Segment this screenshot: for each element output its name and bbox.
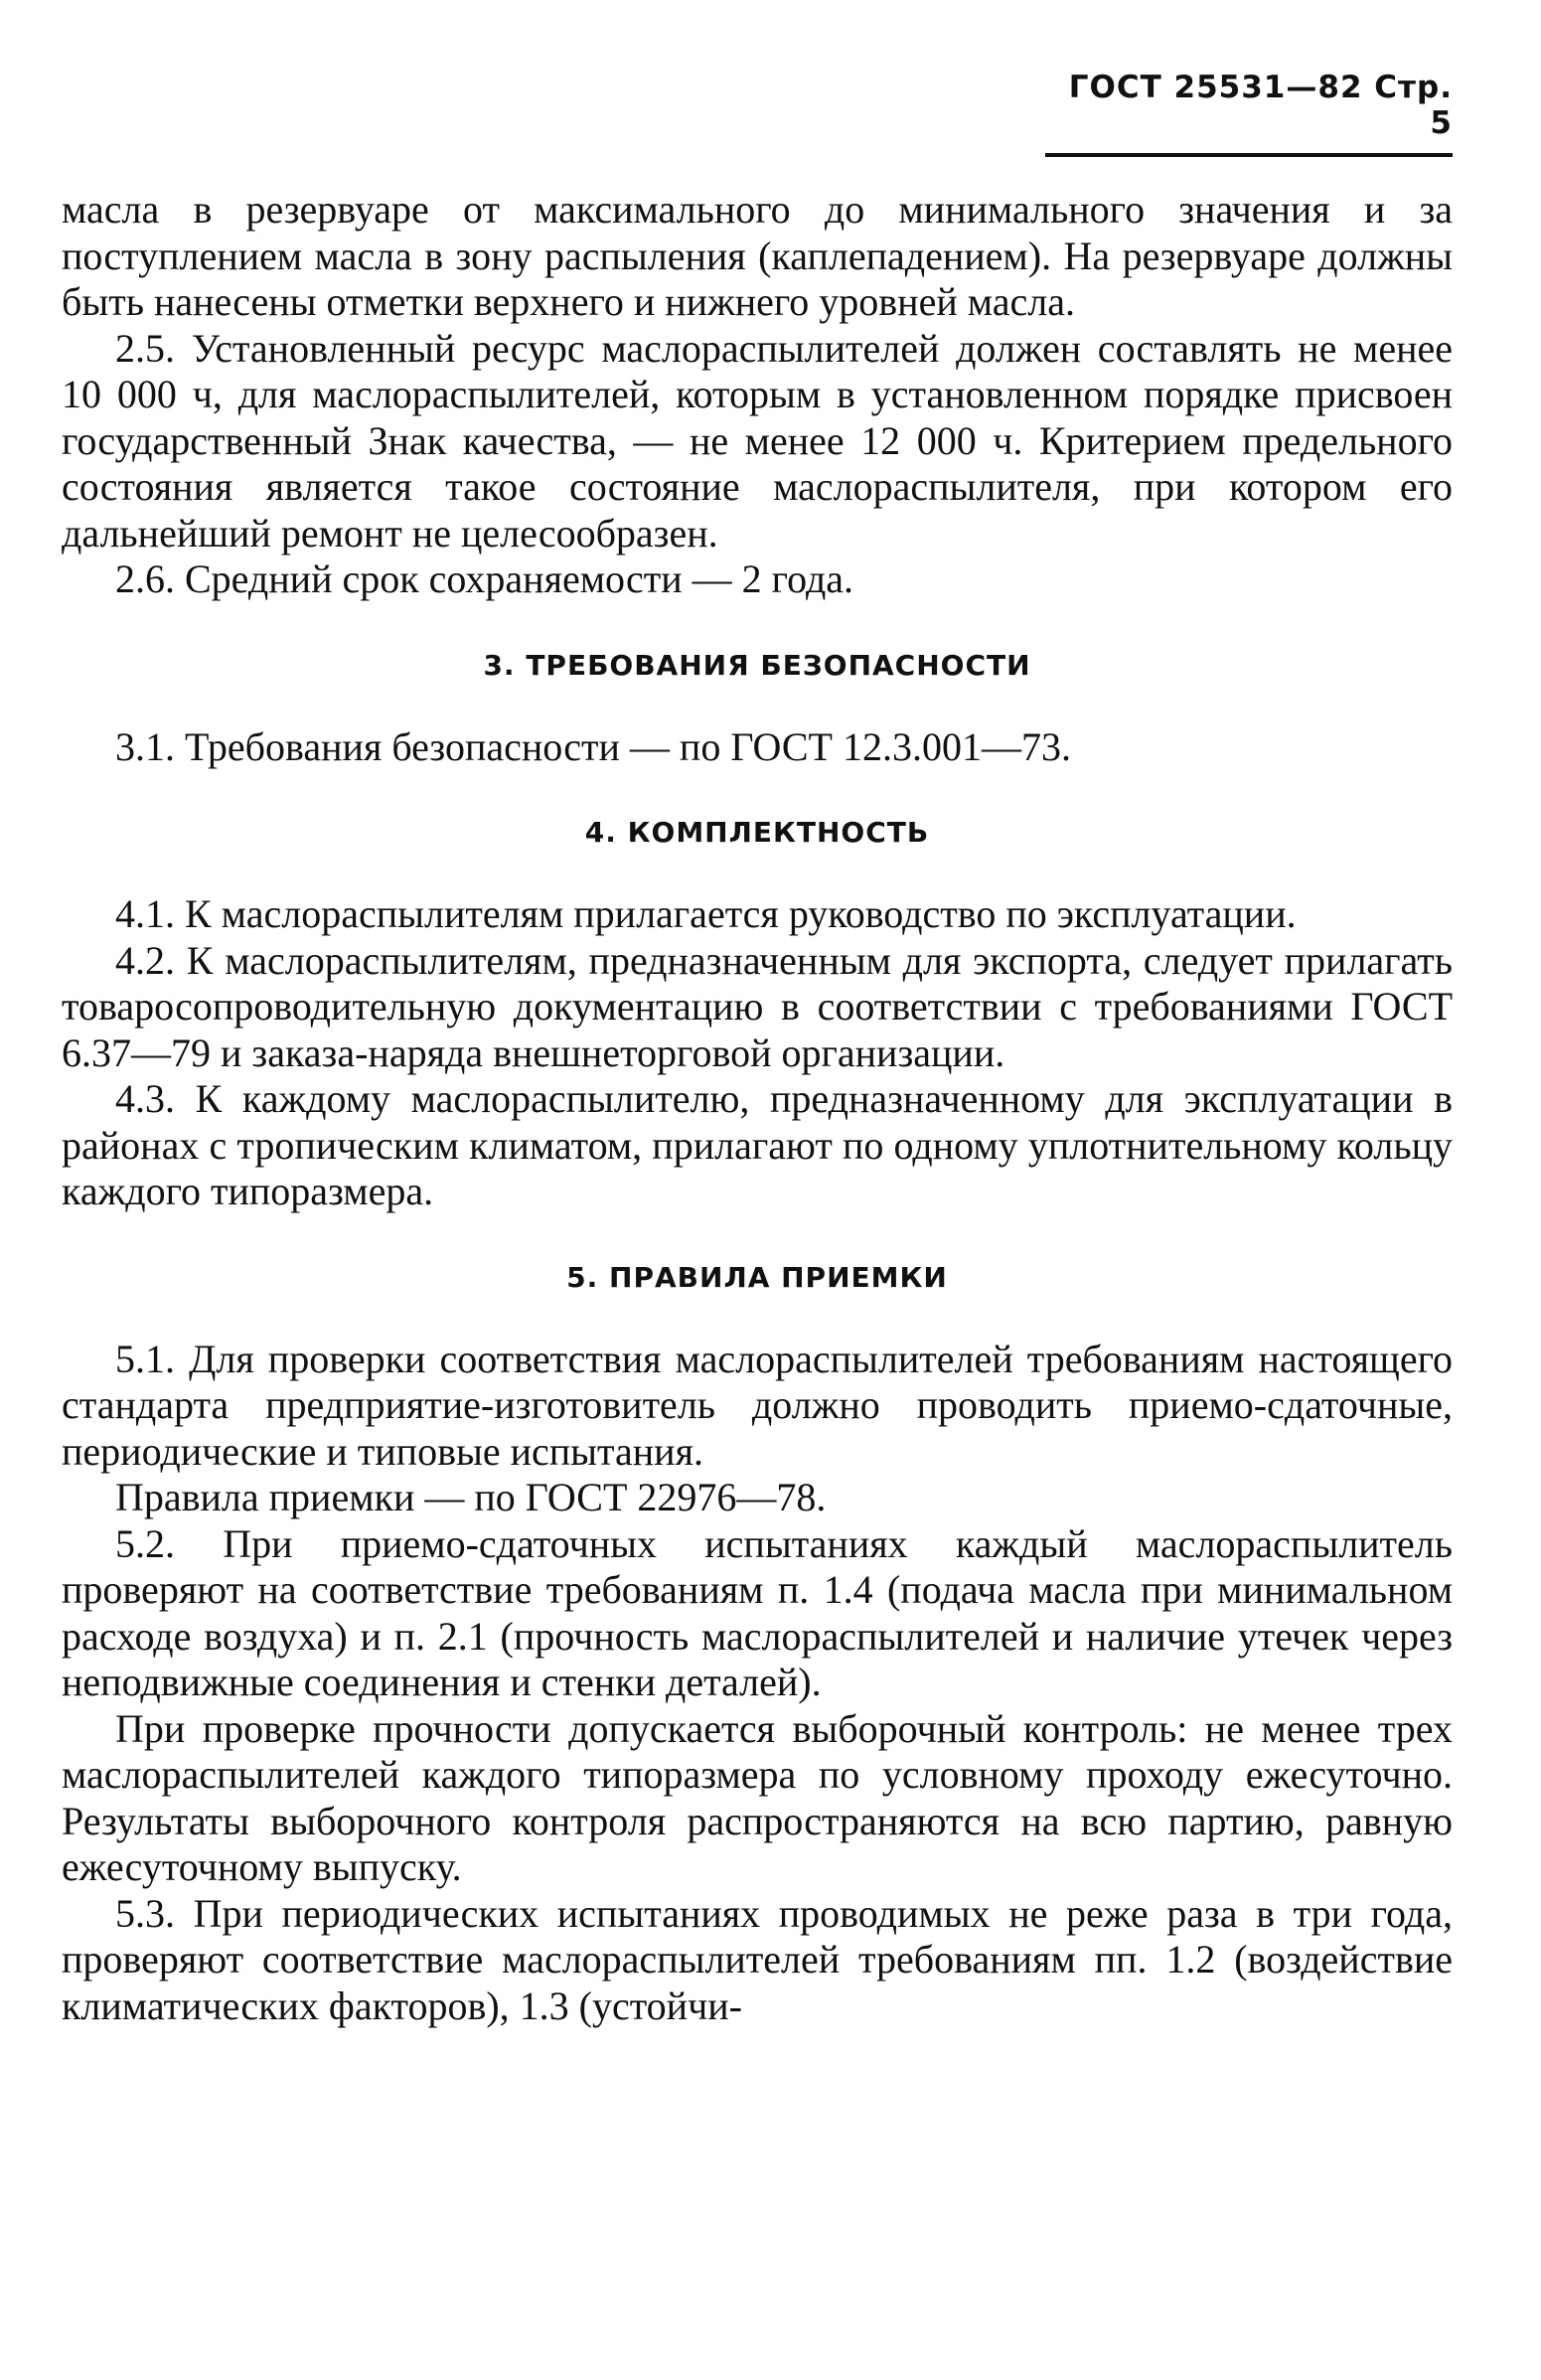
paragraph-5-1: 5.1. Для проверки соответствия маслораспылителей требованиям настоящего стандарта предприятие-изготовитель должно проводить приемо-сдаточные, периодические и типовые испытания. xyxy=(62,1336,1453,1474)
page-body xyxy=(62,187,1453,2029)
section-4-title: 4. КОМПЛЕКТНОСТЬ xyxy=(584,816,930,849)
paragraph-2-6: 2.6. Средний срок сохраняемости — 2 года. xyxy=(115,556,854,601)
section-5-title: 5. ПРАВИЛА ПРИЕМКИ xyxy=(566,1260,948,1294)
paragraph-4-1: 4.1. К маслораспылителям прилагается руководство по эксплуатации. xyxy=(115,891,1297,936)
section-3-title: 3. ТРЕБОВАНИЯ БЕЗОПАСНОСТИ xyxy=(483,648,1031,682)
paragraph-4-3: 4.3. К каждому маслораспылителю, предназначенному для эксплуатации в районах с тропическим климатом, прилагают по одному уплотнительному кольцу каждого типоразмера. xyxy=(62,1076,1453,1213)
paragraph-5-2: 5.2. При приемо-сдаточных испытаниях каждый маслораспылитель проверяют на соответствие требованиям п. 1.4 (подача масла при минимальном расходе воздуха) и п. 2.1 (прочность маслораспылителей и наличие утечек через неподвижные соединения и стенки деталей). xyxy=(62,1520,1453,1704)
paragraph-5-2-strength: При проверке прочности допускается выборочный контроль: не менее трех маслораспылителей каждого типоразмера по условному проходу ежесуточно. Результаты выборочного контроля распространяются на всю партию, равную ежесуточному выпуску. xyxy=(62,1705,1453,1889)
paragraph-4-2: 4.2. К маслораспылителям, предназначенным для экспорта, следует прилагать товаросопроводительную документацию в соответствии с требованиями ГОСТ 6.37—79 и заказа-наряда внешнеторговой организации. xyxy=(62,937,1453,1075)
paragraph-5-1-rules: Правила приемки — по ГОСТ 22976—78. xyxy=(115,1475,827,1519)
paragraph-3-1: 3.1. Требования безопасности — по ГОСТ 12.3.001—73. xyxy=(115,723,1071,769)
running-header: ГОСТ 25531—82 Стр. 5 xyxy=(1045,70,1453,157)
paragraph-2-5: 2.5. Установленный ресурс маслораспылителей должен составлять не менее 10 000 ч, для маслораспылителей, которым в установленном порядке присвоен государственный Знак качества, — не менее 12 000 ч. Критерием предельного состояния является такое состояние маслораспылителя, при котором его дальнейший ремонт не целесообразен. xyxy=(62,325,1453,555)
paragraph-5-3: 5.3. При периодических испытаниях проводимых не реже раза в три года, проверяют соответствие маслораспылителей требованиям пп. 1.2 (воздействие климатических факторов), 1.3 (устойчи- xyxy=(62,1890,1453,2028)
paragraph-continuation: масла в резервуаре от максимального до минимального значения и за поступлением масла в зону распыления (каплепадением). На резервуаре должны быть нанесены отметки верхнего и нижнего уровней масла. xyxy=(62,187,1453,324)
